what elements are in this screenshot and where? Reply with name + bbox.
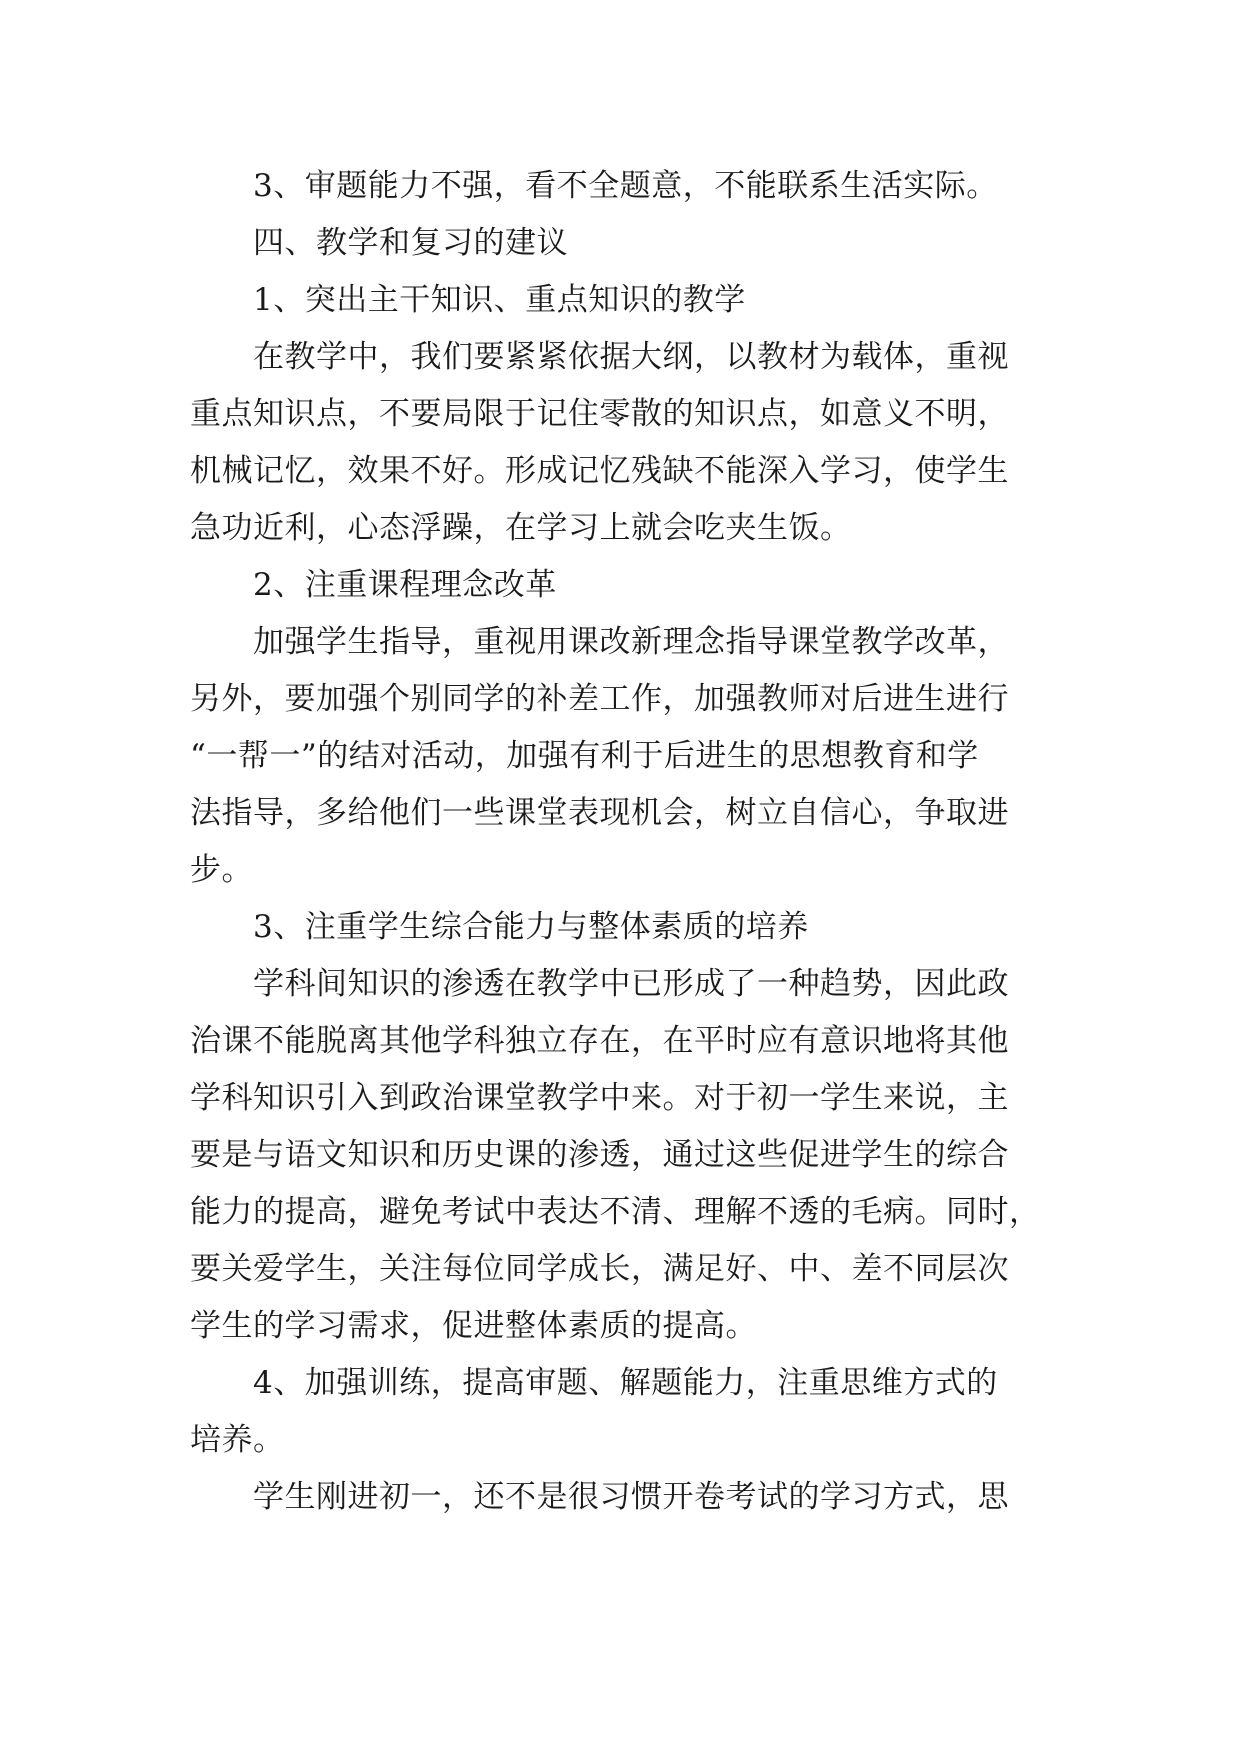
text-line: 在教学中，我们要紧紧依据大纲，以教材为载体，重视: [253, 339, 1009, 375]
subsection-heading: 4、加强训练，提高审题、解题能力，注重思维方式的: [253, 1365, 998, 1401]
text-line: 学生的学习需求，促进整体素质的提高。: [190, 1308, 757, 1344]
text-line: 步。: [190, 852, 253, 888]
subsection-heading: 3、注重学生综合能力与整体素质的培养: [253, 909, 809, 945]
text-line: “一帮一”的结对活动，加强有利于后进生的思想教育和学: [190, 738, 979, 774]
subsection-heading-continued: 培养。: [190, 1422, 285, 1458]
text-line: 要是与语文知识和历史课的渗透，通过这些促进学生的综合: [190, 1137, 1009, 1173]
subsection-heading: 2、注重课程理念改革: [253, 567, 557, 603]
text-line: 学科知识引入到政治课堂教学中来。对于初一学生来说，主: [190, 1080, 1009, 1116]
text-line: 3、审题能力不强，看不全题意，不能联系生活实际。: [253, 168, 998, 204]
text-line: 要关爱学生，关注每位同学成长，满足好、中、差不同层次: [190, 1251, 1009, 1287]
text-line: 急功近利，心态浮躁，在学习上就会吃夹生饭。: [190, 510, 852, 546]
text-line: 机械记忆，效果不好。形成记忆残缺不能深入学习，使学生: [190, 453, 1009, 489]
subsection-heading: 1、突出主干知识、重点知识的教学: [253, 282, 746, 318]
text-line: 学科间知识的渗透在教学中已形成了一种趋势，因此政: [253, 966, 1009, 1002]
text-line: 能力的提高，避免考试中表达不清、理解不透的毛病。同时，: [190, 1194, 1041, 1230]
text-line: 加强学生指导，重视用课改新理念指导课堂教学改革，: [253, 624, 1009, 660]
text-line: 法指导，多给他们一些课堂表现机会，树立自信心，争取进: [190, 795, 1009, 831]
text-line: 治课不能脱离其他学科独立存在，在平时应有意识地将其他: [190, 1023, 1009, 1059]
section-heading: 四、教学和复习的建议: [253, 225, 568, 261]
text-line: 重点知识点，不要局限于记住零散的知识点，如意义不明，: [190, 396, 1009, 432]
text-line: 另外，要加强个别同学的补差工作，加强教师对后进生进行: [190, 681, 1009, 717]
text-line: 学生刚进初一，还不是很习惯开卷考试的学习方式，思: [253, 1479, 1009, 1515]
